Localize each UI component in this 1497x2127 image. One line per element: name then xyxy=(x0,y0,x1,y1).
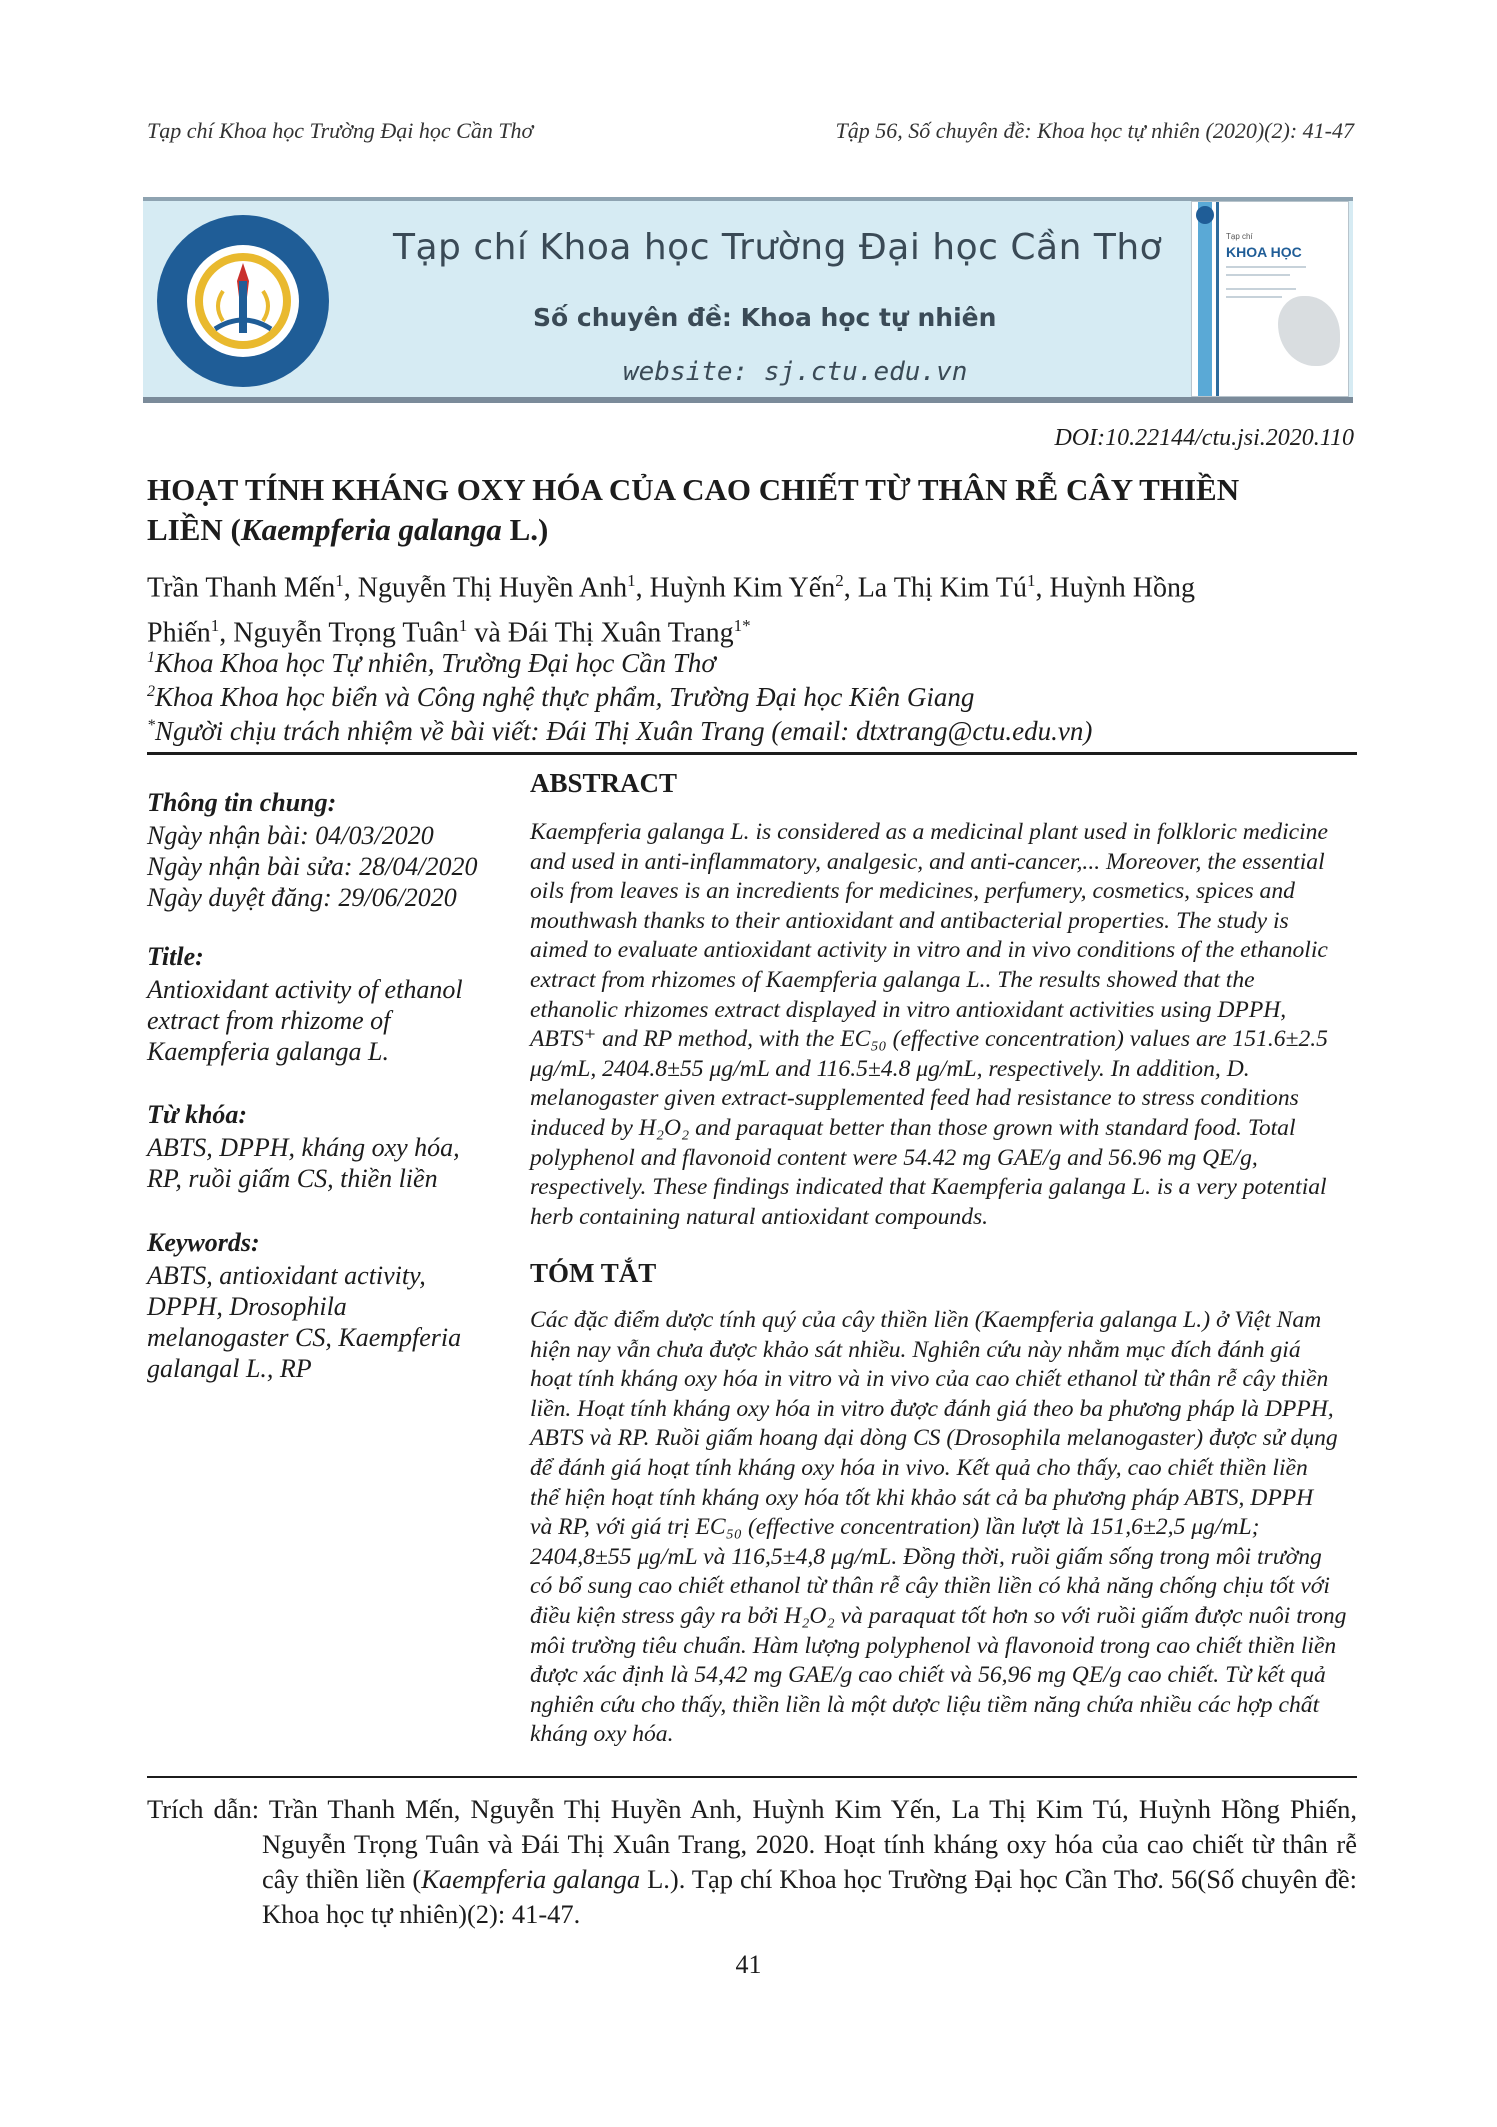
abstract-line: melanogaster given extract-supplemented feed had resistance to stress conditions xyxy=(530,1085,1299,1112)
keywords-en xyxy=(147,1260,487,1384)
abstract-line: Kaempferia galanga L. is considered as a medicinal plant used in folkloric medicine xyxy=(530,819,1328,845)
tomtat-line: kháng oxy hóa. xyxy=(530,1721,674,1748)
article-title xyxy=(147,470,1357,550)
accepted-date: Ngày duyệt đăng: 29/06/2020 xyxy=(147,883,457,912)
author-list xyxy=(147,562,1357,653)
cover-map-icon xyxy=(1278,296,1340,366)
affiliation-2: $^2$Khoa Khoa học biển và Công nghệ thực phẩm, Trường Đại học Kiên Giang xyxy=(147,682,975,712)
tomtat-line: hoạt tính kháng oxy hóa in vitro và in vivo của cao chiết ethanol từ thân rễ cây thiền xyxy=(530,1366,1329,1393)
banner-title: Tạp chí Khoa học Trường Đại học Cần Thơ xyxy=(393,227,1163,268)
keywords-vi-line: ABTS, DPPH, kháng oxy hóa, xyxy=(147,1133,460,1162)
journal-banner xyxy=(143,197,1353,403)
cover-strip-dark xyxy=(1216,202,1219,396)
tomtat-line: Các đặc điểm dược tính quý của cây thiền liền (Kaempferia galanga L.) ở Việt Nam xyxy=(530,1307,1322,1333)
abstract-line: extract from rhizomes of Kaempferia galanga L.. The results showed that the xyxy=(530,966,1255,993)
title-en-heading: Title: xyxy=(147,942,204,971)
cover-small-text: Tạp chí xyxy=(1226,232,1253,241)
abstract-line: polyphenol and flavonoid content were 54.42 mg GAE/g and 56.96 mg QE/g, xyxy=(530,1144,1258,1171)
tomtat-line: hiện nay vẫn chưa được khảo sát nhiều. Nghiên cứu này nhằm mục đích đánh giá xyxy=(530,1336,1301,1363)
abstract-line: oils from leaves is an incredients for medicines, perfumery, cosmetics, spices and xyxy=(530,878,1295,905)
tomtat-line: có bổ sung cao chiết ethanol từ thân rễ cây thiền liền có khả năng chống chịu tốt với xyxy=(530,1573,1330,1600)
abstract-line: ethanolic rhizomes extract displayed in vitro antioxidant activities using DPPH, xyxy=(530,996,1287,1023)
running-header-left: Tạp chí Khoa học Trường Đại học Cần Thơ xyxy=(147,118,534,143)
tomtat-line: và RP, với giá trị EC₅₀ (effective concentration) lần lượt là 151,6±2,5 μg/mL; xyxy=(530,1514,1260,1541)
title-en xyxy=(147,974,487,1067)
keywords-en-line: ABTS, antioxidant activity, xyxy=(147,1261,426,1290)
abstract-line: respectively. These findings indicated that Kaempferia galanga L. is a very potential xyxy=(530,1174,1327,1201)
title-line-2: LIỀN (Kaempferia galanga L.) xyxy=(147,512,549,547)
tomtat-body xyxy=(530,1306,1357,1750)
abstract-body xyxy=(530,818,1357,1232)
tomtat-line: để đánh giá hoạt tính kháng oxy hóa in vivo. Kết quả cho thấy, cao chiết thiền liền xyxy=(530,1454,1308,1481)
cover-line xyxy=(1226,266,1306,268)
keywords-en-line: melanogaster CS, Kaempferia xyxy=(147,1323,462,1352)
abstract-heading: ABSTRACT xyxy=(530,768,678,798)
page-number: 41 xyxy=(735,1950,762,1979)
cover-badge-icon xyxy=(1196,206,1214,224)
divider-bottom xyxy=(147,1776,1357,1778)
banner-top-line xyxy=(143,197,1353,201)
cover-line xyxy=(1226,288,1296,290)
university-logo-icon xyxy=(153,211,333,391)
tomtat-line: liền. Hoạt tính kháng oxy hóa in vitro được đánh giá theo ba phương pháp là DPPH, xyxy=(530,1395,1334,1422)
abstract-line: and used in anti-inflammatory, analgesic, and anti-cancer,... Moreover, the essential xyxy=(530,848,1325,875)
abstract-line: herb containing natural antioxidant compounds. xyxy=(530,1203,989,1230)
abstract-line: mouthwash thanks to their antioxidant and antibacterial properties. The study is xyxy=(530,907,1289,934)
keywords-vi-line: RP, ruồi giấm CS, thiền liền xyxy=(147,1164,438,1193)
cover-line xyxy=(1226,296,1282,298)
abstract-line: μg/mL, 2404.8±55 μg/mL and 116.5±4.8 μg/mL, respectively. In addition, D. xyxy=(530,1055,1250,1082)
tomtat-line: điều kiện stress gây ra bởi H₂O₂ và paraquat tốt hơn so với ruồi giấm được nuôi trong xyxy=(530,1602,1347,1629)
title-en-line: Antioxidant activity of ethanol xyxy=(147,975,463,1004)
received-date: Ngày nhận bài: 04/03/2020 xyxy=(147,821,434,850)
keywords-vi xyxy=(147,1132,487,1194)
corresponding-author: *Người chịu trách nhiệm về bài viết: Đái Thị Xuân Trang (email: dtxtrang@ctu.edu.vn) xyxy=(147,716,1093,746)
affiliation-1: $^1$Khoa Khoa học Tự nhiên, Trường Đại học Cần Thơ xyxy=(147,648,716,678)
divider-top xyxy=(147,752,1357,755)
keywords-en-heading: Keywords: xyxy=(147,1228,260,1257)
banner-website[interactable]: website: sj.ctu.edu.vn xyxy=(623,357,968,387)
tomtat-line: môi trường tiêu chuẩn. Hàm lượng polyphenol và flavonoid trong cao chiết thiền liền xyxy=(530,1632,1337,1659)
abstract-line: ABTS⁺ and RP method, with the EC₅₀ (effective concentration) values are 151.6±2.5 xyxy=(530,1026,1328,1053)
info-dates xyxy=(147,820,487,913)
info-heading: Thông tin chung: xyxy=(147,788,337,817)
tomtat-line: 2404,8±55 μg/mL và 116,5±4,8 μg/mL. Đồng thời, ruồi giấm sống trong môi trường xyxy=(530,1543,1322,1570)
tomtat-line: nghiên cứu cho thấy, thiền liền là một dược liệu tiềm năng chứa nhiều các hợp chất xyxy=(530,1691,1320,1718)
author-line-2: Phiến$^1$, Nguyễn Trọng Tuân$^1$ và Đái Thị Xuân Trang$^{1*}$ xyxy=(147,616,751,649)
journal-cover-thumbnail xyxy=(1191,201,1349,397)
title-en-line: Kaempferia galanga L. xyxy=(147,1037,389,1066)
cover-strip xyxy=(1198,202,1212,396)
keywords-vi-heading: Từ khóa: xyxy=(147,1100,248,1129)
keywords-en-line: DPPH, Drosophila xyxy=(147,1292,347,1321)
citation: Trích dẫn: Trần Thanh Mến, Nguyễn Thị Huyền Anh, Huỳnh Kim Yến, La Thị Kim Tú, Huỳnh Hồng Phiến, Nguyễn Trọng Tuân và Đái Thị Xuân Trang, 2020. Hoạt tính kháng oxy hóa của cao chiết từ thân rễ cây thiền liền (Kaempferia galanga L.). Tạp chí Khoa học Trường Đại học Cần Thơ. 56(Số chuyên đề: Khoa học tự nhiên)(2): 41-47. xyxy=(147,1794,1357,1929)
running-header-right: Tập 56, Số chuyên đề: Khoa học tự nhiên (2020)(2): 41-47 xyxy=(835,118,1354,143)
keywords-en-line: galangal L., RP xyxy=(147,1354,312,1383)
abstract-line: aimed to evaluate antioxidant activity in vitro and in vivo conditions of the ethanolic xyxy=(530,937,1328,964)
doi[interactable]: DOI:10.22144/ctu.jsi.2020.110 xyxy=(1054,425,1354,451)
tomtat-heading: TÓM TẮT xyxy=(530,1258,657,1288)
revised-date: Ngày nhận bài sửa: 28/04/2020 xyxy=(147,852,478,881)
banner-subtitle: Số chuyên đề: Khoa học tự nhiên xyxy=(533,303,997,332)
abstract-line: induced by H₂O₂ and paraquat better than those grown with standard food. Total xyxy=(530,1114,1296,1141)
tomtat-line: được xác định là 54,42 mg GAE/g cao chiết và 56,96 mg QE/g cao chiết. Từ kết quả xyxy=(530,1662,1326,1689)
tomtat-line: thể hiện hoạt tính kháng oxy hóa tốt khi khảo sát cả ba phương pháp ABTS, DPPH xyxy=(530,1484,1314,1511)
tomtat-line: ABTS và RP. Ruồi giấm hoang dại dòng CS (Drosophila melanogaster) được sử dụng xyxy=(530,1425,1338,1452)
title-line-1: HOẠT TÍNH KHÁNG OXY HÓA CỦA CAO CHIẾT TỪ THÂN RỄ CÂY THIỀN xyxy=(147,472,1240,507)
cover-line xyxy=(1226,274,1290,276)
author-line-1: Trần Thanh Mến$^1$, Nguyễn Thị Huyền Anh$^1$, Huỳnh Kim Yến$^2$, La Thị Kim $Tú^1$, Huỳnh Hồng xyxy=(147,571,1195,604)
cover-big-text: KHOA HỌC xyxy=(1226,244,1302,260)
title-en-line: extract from rhizome of xyxy=(147,1006,391,1035)
